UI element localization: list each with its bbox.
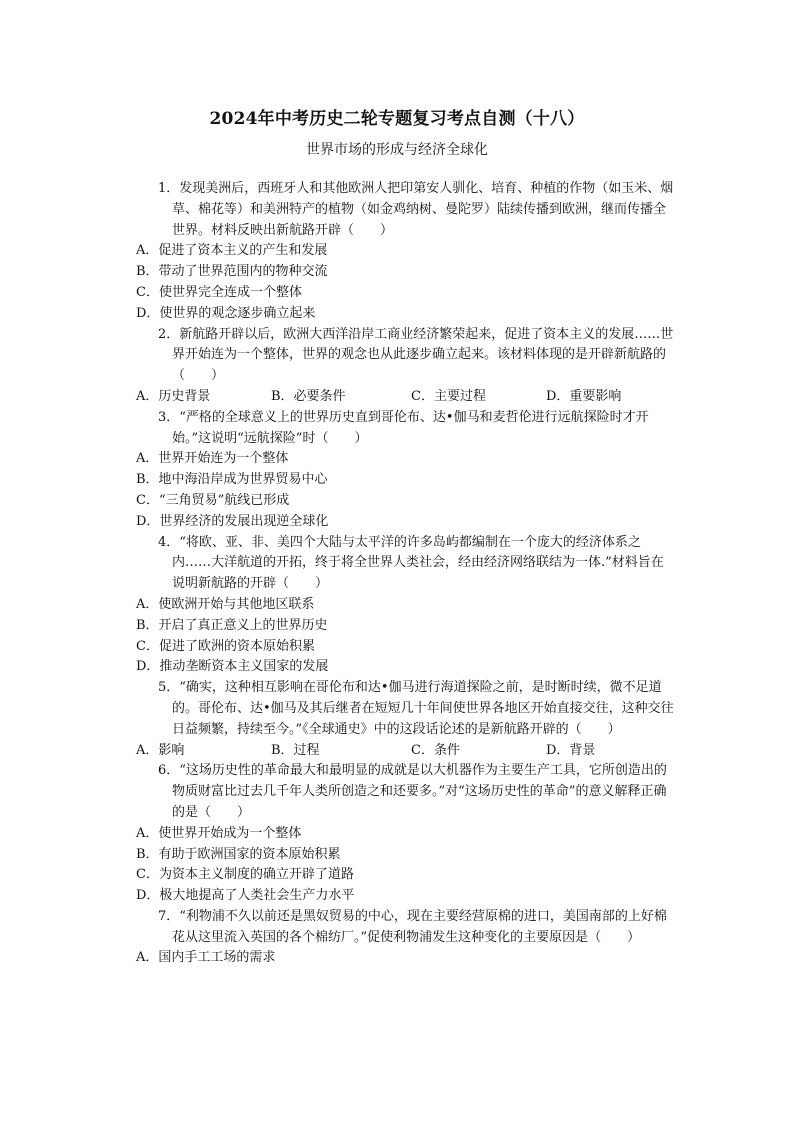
answer-option: A．使世界开始成为一个整体 [136,825,302,841]
question-stem: 6．“这场历史性的革命最大和最明显的成就是以大机器作为主要生产工具，它所创造出的物质财富比过去几千年人类所创造之和还要多。”对“这场历史性的革命”的意义解释正确的是（ ） [158,763,667,820]
answer-option: D．重要影响 [546,388,622,404]
question-list [136,179,676,969]
question-stem: 1．发现美洲后，西班牙人和其他欧洲人把印第安人驯化、培育、种植的作物（如玉米、烟草、棉花等）和美洲特产的植物（如金鸡纳树、曼陀罗）陆续传播到欧洲，继而传播全世界。材料反映出新航路开辟（ ） [158,181,674,238]
answer-option: D．极大地提高了人类社会生产力水平 [136,888,355,904]
answer-option: B．地中海沿岸成为世界贸易中心 [136,472,328,488]
answer-option: D．世界经济的发展出现逆全球化 [136,513,329,529]
answer-option: D．使世界的观念逐步确立起来 [136,305,316,321]
answer-option: C．条件 [411,742,460,758]
answer-option: A．影响 [136,742,185,758]
answer-option: B．开启了真正意义上的世界历史 [136,617,328,633]
answer-option: D．推动垄断资本主义国家的发展 [136,659,329,675]
question-stem: 7．“利物浦不久以前还是黑奴贸易的中心，现在主要经营原棉的进口，美国南部的上好棉花从这里流入英国的各个棉纺厂。”促使利物浦发生这种变化的主要原因是（ ） [158,908,667,945]
answer-option: C．促进了欧洲的资本原始积累 [136,638,315,654]
page-title: 2024年中考历史二轮专题复习考点自测（十八） [209,109,585,129]
answer-option: A．国内手工工场的需求 [136,950,276,966]
answer-option: A．促进了资本主义的产生和发展 [136,243,328,259]
answer-option: B．过程 [271,742,320,758]
answer-option: B．必要条件 [271,388,346,404]
question-stem: 5．“确实，这种相互影响在哥伦布和达•伽马进行海道探险之前，是时断时续，微不足道的。哥伦布、达•伽马及其后继者在短短几十年间使世界各地区开始直接交往，这种交往日益频繁，持续至今。”《全球通史》中的这段话论述的是新航路开辟的（ ） [158,680,674,737]
answer-option: C．为资本主义制度的确立开辟了道路 [136,867,354,883]
question-stem: 4．“将欧、亚、非、美四个大陆与太平洋的许多岛屿都编制在一个庞大的经济体系之内……大洋航道的开拓，终于将全世界人类社会，经由经济网络联结为一体.”材料旨在说明新航路的开辟（ ） [158,534,664,592]
answer-option: D．背景 [546,742,596,758]
question-stem: 2．新航路开辟以后，欧洲大西洋沿岸工商业经济繁荣起来，促进了资本主义的发展……世界开始连为一个整体，世界的观念也从此逐步确立起来。该材料体现的是开辟新航路的（ ） [158,326,674,384]
page-subtitle: 世界市场的形成与经济全球化 [306,142,488,158]
answer-option: A．使欧洲开始与其他地区联系 [136,596,315,612]
answer-option: C．使世界完全连成一个整体 [136,284,302,300]
answer-option: A．世界开始连为一个整体 [136,451,289,467]
answer-option-row [136,741,676,762]
answer-option-row [136,387,676,408]
answer-option: A．历史背景 [136,388,211,404]
answer-option: B．带动了世界范围内的物种交流 [136,264,328,280]
question-stem: 3．“严格的全球意义上的世界历史直到哥伦布、达•伽马和麦哲伦进行远航探险时才开始。”这说明“远航探险”时（ ） [158,409,649,446]
answer-option: C．“三角贸易”航线已形成 [136,492,290,508]
answer-option: B．有助于欧洲国家的资本原始积累 [136,846,341,862]
answer-option: C．主要过程 [411,388,486,404]
